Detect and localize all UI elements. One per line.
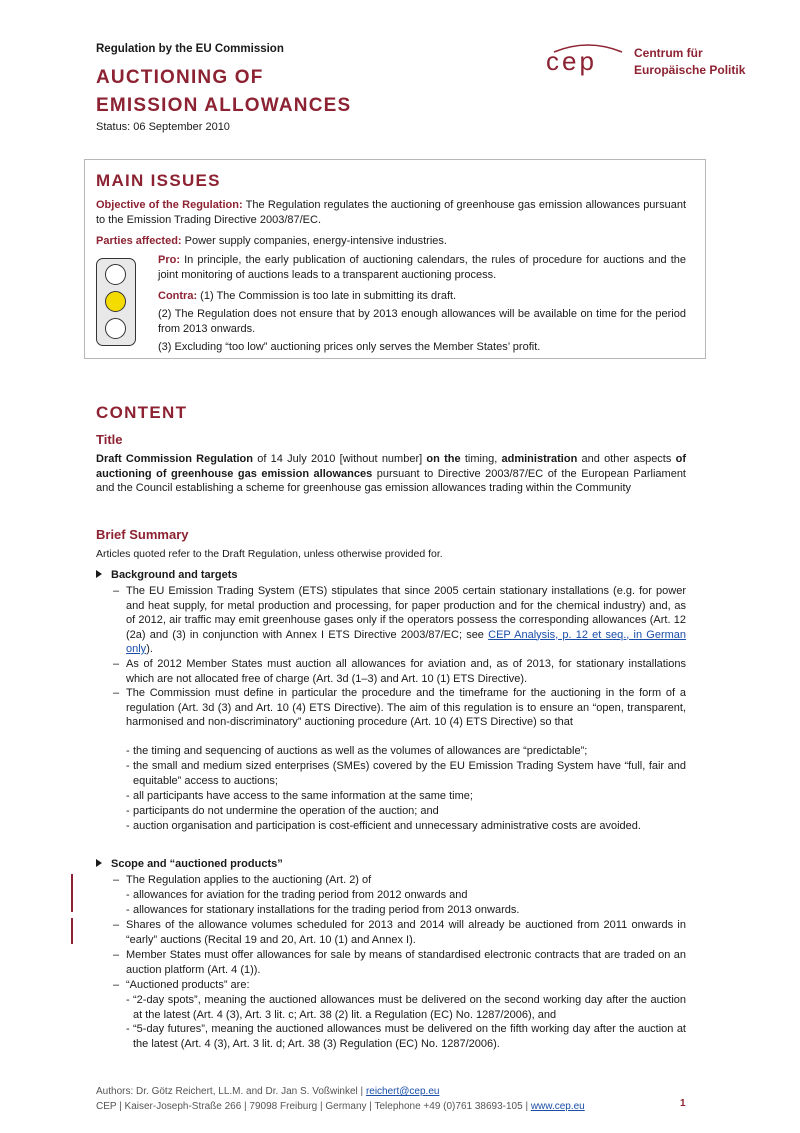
document-title-line-1: AUCTIONING OF [96,67,264,88]
scope-point-4-text: “Auctioned products” are: [126,979,250,991]
scope-point-2: – Shares of the allowance volumes scheduled for 2013 and 2014 will already be auctioned from 2011 onwards in “early” auctions (Recital 19 and 20, Art. 10 (1) and Annex I). [113,919,686,946]
footer-address-line [96,1099,585,1114]
background-heading-text: Background and targets [111,569,238,581]
background-point-1: – The EU Emission Trading System (ETS) stipulates that since 2005 certain stationary installations (e.g. for power and heat supply, for metal production and processing, for paper production and for the chemical industry) and, as of 2012, air traffic may emit greenhouse gases only if the operators possess the corresponding allowances (Art. 12 (2a) and (3) in conjunction with Annex I ETS Directive 2003/87/EC; see CEP Analysis, p. 12 et seq., in German only). [113,585,687,655]
scope-section-heading [96,858,283,870]
objective-text: The Regulation regulates the auctioning of greenhouse gas emission allowances pursuant to the Emission Trading Directive 2003/87/EC. [96,199,686,226]
background-point-3: – The Commission must define in particular the procedure and the timeframe for the auctioning in the form of a regulation (Art. 3d (3) and Art. 10 (4) ETS Directive). The aim of this regulation is to ensure an “open, transparent, harmonised and non-discriminatory” auctioning procedure (Art. 10 (4) ETS Directive) so that [113,687,686,728]
list-item-text: allowances for aviation for the trading period from 2012 onwards and [133,889,468,901]
website-link[interactable]: www.cep.eu [530,1101,585,1112]
traffic-light-top-lamp [105,264,126,285]
document-title-line-2: EMISSION ALLOWANCES [96,95,352,116]
parties-label: Parties affected: [96,235,182,247]
list-item-text: “5-day futures”, meaning the auctioned allowances must be delivered on the fifth working day after the auction at the latest (Art. 4 (3), Art. 3 lit. d; Art. 38 (3) Regulation (EC) No. 1287/2006). [133,1023,686,1050]
scope-point-4: – “Auctioned products” are: [113,978,686,993]
bullet-triangle-icon [96,859,102,867]
brief-summary-note: Articles quoted refer to the Draft Regulation, unless otherwise provided for. [96,548,443,560]
footer-authors-line [96,1084,585,1099]
list-item: - allowances for stationary installations for the trading period from 2013 onwards. [126,903,686,918]
contra-point-1: (1) The Commission is too late in submitting its draft. [197,290,457,302]
list-item: - allowances for aviation for the trading period from 2012 onwards and [126,888,686,903]
pro-paragraph [158,253,686,282]
title-heading: Title [96,432,123,447]
brief-summary-heading: Brief Summary [96,527,189,542]
change-marker-bar [71,918,73,944]
organisation-name [634,45,745,79]
background-point-2: – As of 2012 Member States must auction all allowances for aviation and, as of 2013, for stationary installations which are not allocated free of charge (Art. 3d (1–3) and Art. 10 (1) ETS Directive). [113,658,686,685]
title-part-5: administration [501,453,578,465]
list-item-text: the small and medium sized enterprises (SMEs) covered by the EU Emission Trading System have “full, fair and equitable” access to auctions; [133,760,686,787]
footer-authors: Authors: Dr. Götz Reichert, LL.M. and Dr. Jan S. Voßwinkel | [96,1086,366,1097]
cep-logo [540,40,636,82]
background-point-2-text: As of 2012 Member States must auction all allowances for aviation and, as of 2013, for stationary installations which are not allocated free of charge (Art. 3d (1–3) and Art. 10 (1) ETS Directive). [126,658,686,685]
list-item: - the small and medium sized enterprises (SMEs) covered by the EU Emission Trading System have “full, fair and equitable” access to auctions; [126,760,686,787]
list-item: - “2-day spots”, meaning the auctioned allowances must be delivered on the second working day after the auction at the latest (Art. 4 (3), Art. 3 lit. c; Art. 38 (2) lit. a Regulation (EC) No. 1287/2006), and [126,994,686,1021]
background-point-1-end: ). [146,643,153,655]
scope-point-3: – Member States must offer allowances for sale by means of standardised electronic contracts that are traded on an auction platform (Art. 4 (1)). [113,949,686,976]
pro-label: Pro: [158,254,180,266]
background-section-heading [96,569,238,581]
list-item: - all participants have access to the same information at the same time; [126,789,686,804]
title-part-7: of auctioning of greenhouse gas emission allowances [96,453,686,480]
title-paragraph [96,452,686,496]
contra-point-3: (3) Excluding “too low” auctioning prices only serves the Member States’ profit. [158,341,541,353]
page-number: 1 [680,1098,686,1109]
title-part-8: pursuant to Directive 2003/87/EC of the European Parliament and the Council establishing a scheme for greenhouse gas emission allowances trading within the Community [96,467,686,494]
list-item-text: all participants have access to the same information at the same time; [133,790,473,802]
title-part-3: on the [426,453,461,465]
document-status: Status: 06 September 2010 [96,121,230,133]
contra-paragraph [158,289,686,304]
change-marker-bar [71,874,73,912]
contra-label: Contra: [158,290,198,302]
bullet-triangle-icon [96,570,102,578]
scope-point-2-text: Shares of the allowance volumes scheduled for 2013 and 2014 will already be auctioned from 2011 onwards in “early” auctions (Recital 19 and 20, Art. 10 (1) and Annex I). [126,919,686,946]
scope-heading-text: Scope and “auctioned products” [111,858,283,870]
parties-paragraph [96,234,686,249]
list-item: - participants do not undermine the operation of the auction; and [126,804,686,819]
document-kicker: Regulation by the EU Commission [96,43,284,55]
parties-text: Power supply companies, energy-intensive industries. [181,235,447,247]
list-item: - the timing and sequencing of auctions as well as the volumes of allowances are “predictable”; [126,744,686,759]
author-email-link[interactable]: reichert@cep.eu [365,1086,440,1097]
main-issues-heading: MAIN ISSUES [96,171,221,190]
traffic-light-middle-lamp [105,291,126,312]
title-part-4: timing, [460,453,502,465]
list-item: - “5-day futures”, meaning the auctioned allowances must be delivered on the fifth working day after the auction at the latest (Art. 4 (3), Art. 3 lit. d; Art. 38 (3) Regulation (EC) No. 1287/2006). [126,1023,686,1050]
list-item-text: auction organisation and participation is cost-efficient and unnecessary administrative costs are avoided. [133,820,641,832]
organisation-name-line-1: Centrum für [634,46,703,60]
title-part-6: and other aspects [577,453,676,465]
content-heading: CONTENT [96,403,188,422]
background-point-1-text: The EU Emission Trading System (ETS) stipulates that since 2005 certain stationary installations (e.g. for power and heat supply, for metal production and processing, for paper production and for the chemical industry) and, as of 2012, air traffic may emit greenhouse gases only if the operators possess the corresponding allowances (Art. 12 (2a) and (3) in conjunction with Annex I ETS Directive 2003/87/EC; see [126,585,686,641]
document-title [96,64,351,120]
scope-point-1: – The Regulation applies to the auctioning (Art. 2) of [113,873,686,888]
scope-point-3-text: Member States must offer allowances for sale by means of standardised electronic contracts that are traded on an auction platform (Art. 4 (1)). [126,949,686,976]
list-item-text: allowances for stationary installations for the trading period from 2013 onwards. [133,904,520,916]
objective-label: Objective of the Regulation: [96,199,243,211]
page-footer [96,1084,585,1114]
list-item-text: “2-day spots”, meaning the auctioned allowances must be delivered on the second working day after the auction at the latest (Art. 4 (3), Art. 3 lit. c; Art. 38 (2) lit. a Regulation (EC) No. 1287/2006), and [133,994,686,1021]
contra-point-2: (2) The Regulation does not ensure that by 2013 enough allowances will be available on time for the period from 2013 onwards. [158,308,686,335]
scope-point-1-text: The Regulation applies to the auctioning (Art. 2) of [126,874,372,886]
objective-paragraph [96,198,686,227]
organisation-name-line-2: Europäische Politik [634,63,746,77]
traffic-light-bottom-lamp [105,318,126,339]
traffic-light-icon [96,258,136,346]
list-item: - auction organisation and participation is cost-efficient and unnecessary administrative costs are avoided. [126,819,686,834]
title-part-2: of 14 July 2010 [without number] [253,453,427,465]
list-item-text: the timing and sequencing of auctions as well as the volumes of allowances are “predictable”; [133,745,588,757]
cep-logo-text: cep [546,46,597,76]
cep-analysis-link[interactable]: CEP Analysis, p. 12 et seq., in German only [126,628,687,655]
list-item-text: participants do not undermine the operation of the auction; and [133,805,439,817]
title-part-1: Draft Commission Regulation [96,453,253,465]
background-point-3-text: The Commission must define in particular the procedure and the timeframe for the auctioning in the form of a regulation (Art. 3d (3) and Art. 10 (4) ETS Directive). The aim of this regulation is to ensure an “open, transparent, harmonised and non-discriminatory” auctioning procedure (Art. 10 (4) ETS Directive) so that [126,687,686,728]
pro-text: In principle, the early publication of auctioning calendars, the rules of procedure for auctions and the joint monitoring of auctions leads to a transparent auctioning process. [158,254,686,281]
footer-address: CEP | Kaiser-Joseph-Straße 266 | 79098 Freiburg | Germany | Telephone +49 (0)761 38693-105 | [96,1101,531,1112]
